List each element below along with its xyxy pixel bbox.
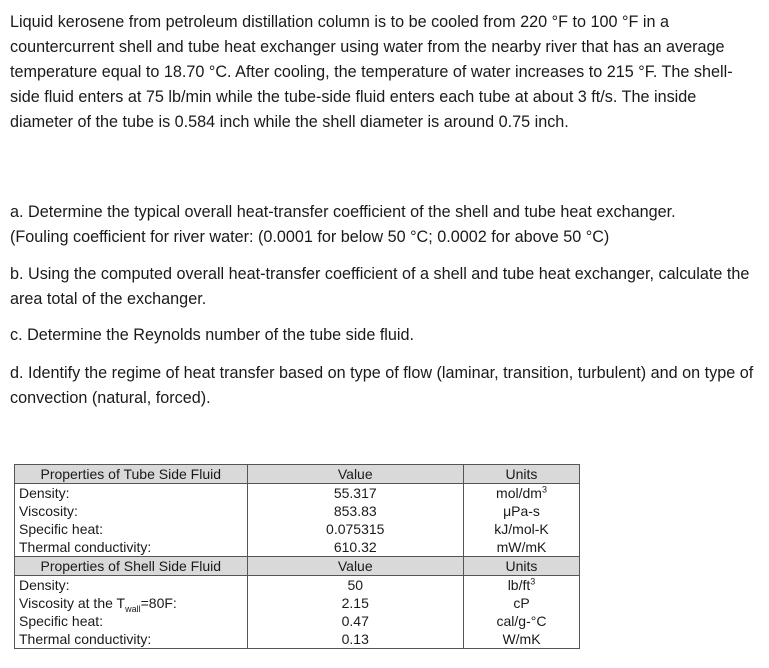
shell-table-header (15, 557, 580, 576)
row-units (463, 576, 579, 595)
header-value: Value (247, 557, 463, 576)
table-row (15, 576, 580, 595)
row-property: Specific heat: (15, 612, 248, 630)
row-value: 0.13 (247, 630, 463, 649)
property-sub: wall (125, 603, 141, 614)
row-property: Thermal conductivity: (15, 630, 248, 649)
table-row (15, 520, 580, 538)
header-units: Units (463, 465, 579, 484)
question-a-note: (Fouling coefficient for river water: (0.0001 for below 50 °C; 0.0002 for above 50 °C) (10, 228, 610, 246)
row-property: Thermal conductivity: (15, 538, 248, 557)
problem-statement: Liquid kerosene from petroleum distillation column is to be cooled from 220 °F to 100 °F in a countercurrent shell and tube heat exchanger using water from the nearby river that has an average temperature equal to 18.70 °C. After cooling, the temperature of water increases to 215 °F. The shell-side fluid enters at 75 lb/min while the tube-side fluid enters each tube at about 3 ft/s. The inside diameter of the tube is 0.584 inch while the shell diameter is around 0.75 inch. (10, 13, 733, 131)
row-property: Specific heat: (15, 520, 248, 538)
row-units: cP (463, 594, 579, 612)
question-a-text: a. Determine the typical overall heat-transfer coefficient of the shell and tube heat exchanger. (10, 203, 676, 221)
tube-table-header (15, 465, 580, 484)
units-main: mol/dm (496, 484, 542, 501)
row-units: mW/mK (463, 538, 579, 557)
row-value: 610.32 (247, 538, 463, 557)
question-c: c. Determine the Reynolds number of the tube side fluid. (10, 326, 415, 344)
property-main: Viscosity at the T (19, 594, 126, 611)
row-value: 0.075315 (247, 520, 463, 538)
header-units: Units (463, 557, 579, 576)
row-units (463, 484, 579, 503)
question-a (10, 200, 755, 250)
row-value: 55.317 (247, 484, 463, 503)
row-property: Density: (15, 576, 248, 595)
question-d: d. Identify the regime of heat transfer based on type of flow (laminar, transition, turbulent) and on type of convection (natural, forced). (10, 364, 754, 407)
question-b: b. Using the computed overall heat-transfer coefficient of a shell and tube heat exchanger, calculate the area total of the exchanger. (10, 265, 750, 308)
row-units: W/mK (463, 630, 579, 649)
row-value: 0.47 (247, 612, 463, 630)
table-row (15, 538, 580, 557)
table-row (15, 594, 580, 612)
header-property: Properties of Shell Side Fluid (15, 557, 248, 576)
table-row (15, 484, 580, 503)
table-row (15, 502, 580, 520)
row-units: cal/g-°C (463, 612, 579, 630)
row-value: 2.15 (247, 594, 463, 612)
table-row (15, 630, 580, 649)
header-value: Value (247, 465, 463, 484)
row-property: Density: (15, 484, 248, 503)
units-main: lb/ft (507, 576, 531, 593)
property-tail: =80F: (140, 594, 177, 611)
table-row (15, 612, 580, 630)
row-value: 50 (247, 576, 463, 595)
units-sup: 3 (541, 483, 547, 494)
row-units: kJ/mol-K (463, 520, 579, 538)
row-value: 853.83 (247, 502, 463, 520)
header-property: Properties of Tube Side Fluid (15, 465, 248, 484)
row-units: μPa-s (463, 502, 579, 520)
row-property (15, 594, 248, 612)
fluid-properties-table (14, 464, 580, 649)
units-sup: 3 (530, 575, 536, 586)
row-property: Viscosity: (15, 502, 248, 520)
